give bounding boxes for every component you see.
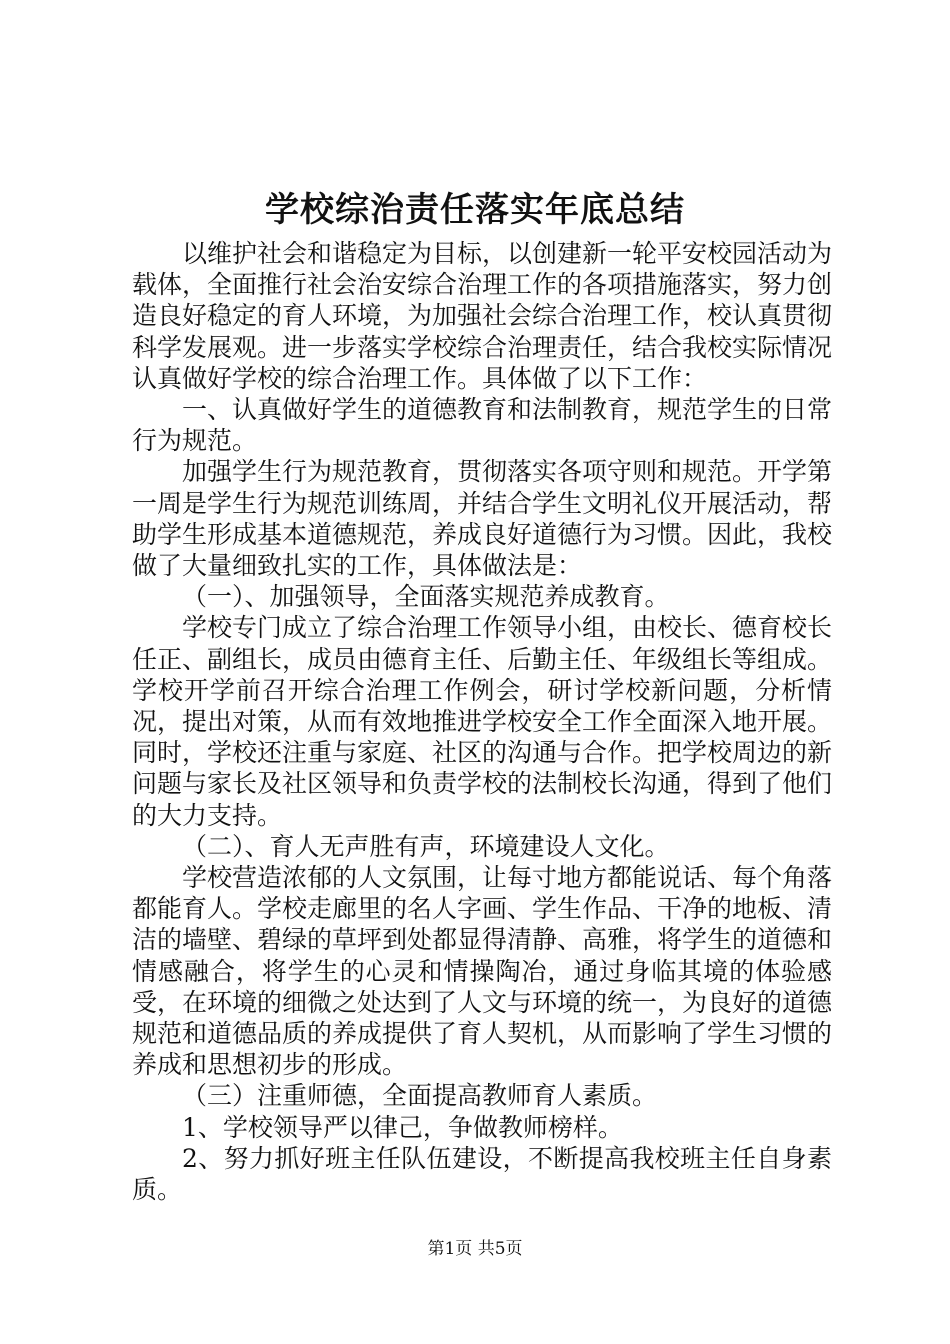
- paragraph: 2、努力抓好班主任队伍建设，不断提高我校班主任自身素质。: [132, 1143, 832, 1205]
- paragraph: 学校营造浓郁的人文氛围，让每寸地方都能说话、每个角落都能育人。学校走廊里的名人字画、学生作品、干净的地板、清洁的墙壁、碧绿的草坪到处都显得清静、高雅，将学生的道德和情感融合，将学生的心灵和情操陶冶，通过身临其境的体验感受，在环境的细微之处达到了人文与环境的统一，为良好的道德规范和道德品质的养成提供了育人契机，从而影响了学生习惯的养成和思想初步的形成。: [132, 863, 833, 1080]
- document-title: 学校综治责任落实年底总结: [265, 190, 685, 230]
- paragraph: 1、学校领导严以律己，争做教师榜样。: [182, 1112, 623, 1142]
- paragraph: 以维护社会和谐稳定为目标，以创建新一轮平安校园活动为载体，全面推行社会治安综合治理工作的各项措施落实，努力创造良好稳定的育人环境，为加强社会综合治理工作，校认真贯彻科学发展观。进一步落实学校综合治理责任，结合我校实际情况认真做好学校的综合治理工作。具体做了以下工作：: [132, 239, 833, 393]
- paragraph: 一、认真做好学生的道德教育和法制教育，规范学生的日常行为规范。: [132, 395, 833, 456]
- paragraph: 加强学生行为规范教育，贯彻落实各项守则和规范。开学第一周是学生行为规范训练周，并结合学生文明礼仪开展活动，帮助学生形成基本道德规范，养成良好道德行为习惯。因此，我校做了大量细致扎实的工作，具体做法是：: [132, 457, 833, 581]
- document-body: [132, 238, 832, 1205]
- paragraph: （一）、加强领导，全面落实规范养成教育。: [182, 582, 670, 612]
- paragraph: （三）注重师德，全面提高教师育人素质。: [182, 1081, 658, 1111]
- paragraph: （二）、育人无声胜有声，环境建设人文化。: [182, 831, 670, 861]
- page-footer: 第1页 共5页: [427, 1239, 523, 1259]
- paragraph: 学校专门成立了综合治理工作领导小组，由校长、德育校长任正、副组长，成员由德育主任、后勤主任、年级组长等组成。学校开学前召开综合治理工作例会，研讨学校新问题，分析情况，提出对策，从而有效地推进学校安全工作全面深入地开展。同时，学校还注重与家庭、社区的沟通与合作。把学校周边的新问题与家长及社区领导和负责学校的法制校长沟通，得到了他们的大力支持。: [132, 613, 833, 830]
